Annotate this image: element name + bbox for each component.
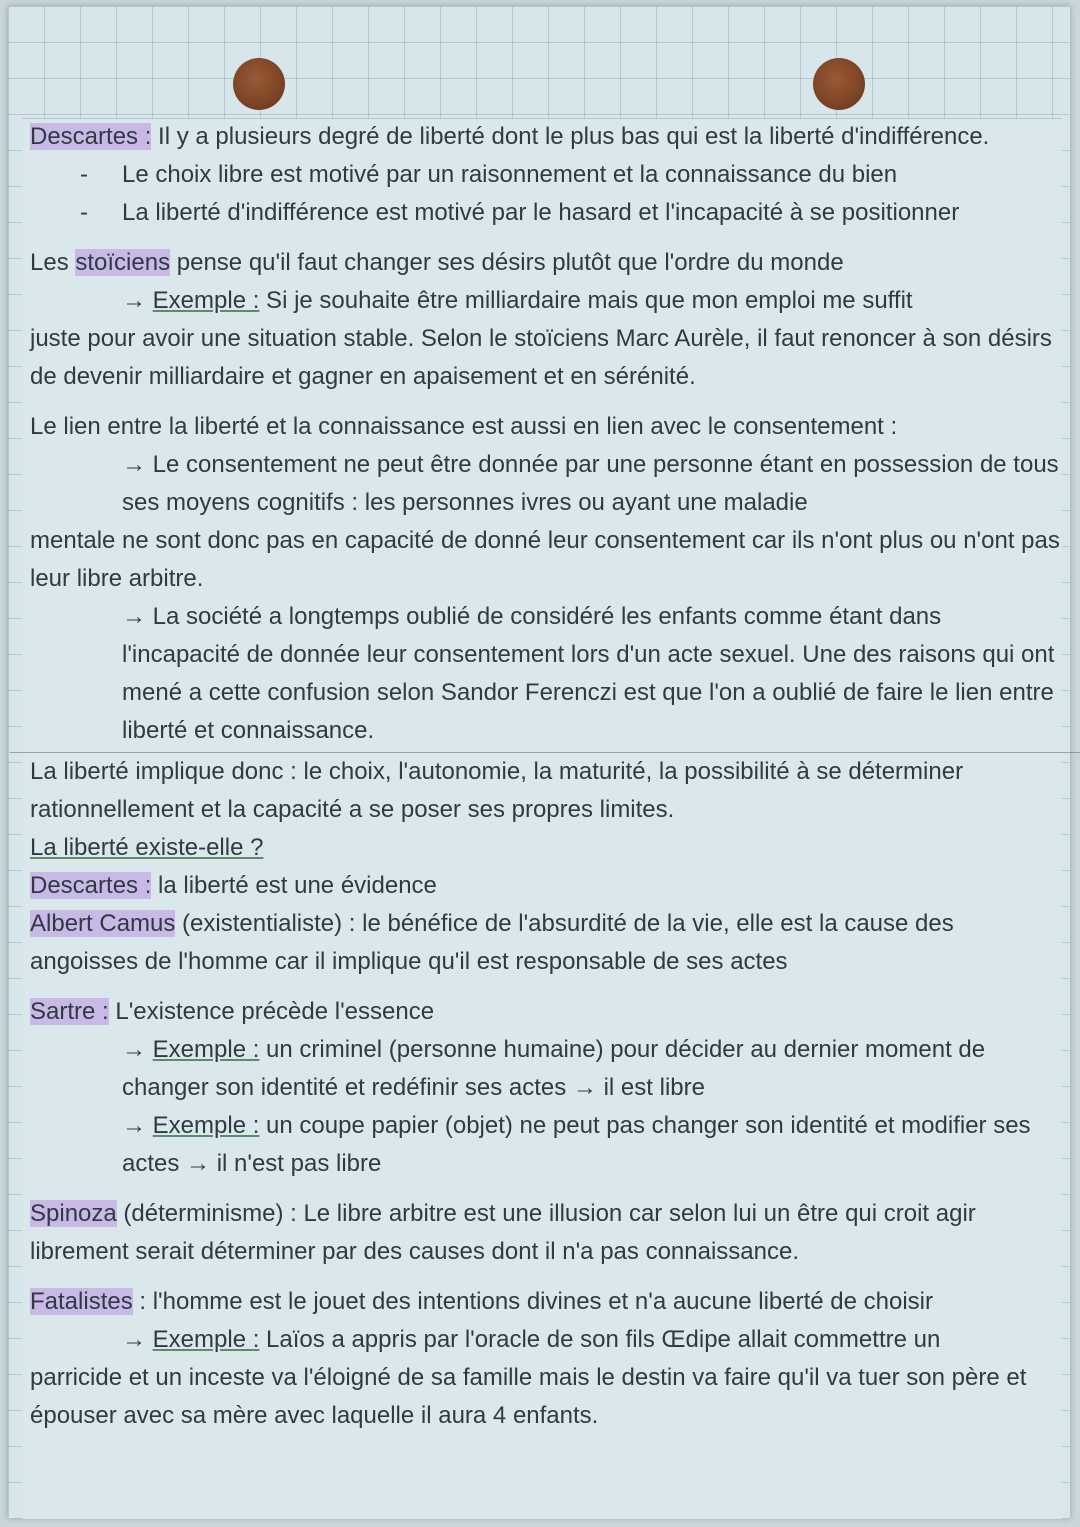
paragraph-fatalistes: Fatalistes : l'homme est le jouet des intentions divines et n'a aucune liberté de choisir: [30, 1288, 933, 1315]
notes-text: [30, 118, 1060, 1435]
arrow-point-consentement-continued: mentale ne sont donc pas en capacité de donné leur consentement car ils n'ont plus ou n'ont pas leur libre arbitre.: [30, 527, 1060, 592]
paragraph-sartre: Sartre : L'existence précède l'essence: [30, 998, 435, 1025]
example-fatalistes-continued: parricide et un inceste va l'éloigné de sa famille mais le destin va faire qu'il va tuer son père et épouser avec sa mère avec laquelle il aura 4 enfants.: [30, 1364, 1027, 1429]
paragraph-stoiciens: Les stoïciens pense qu'il faut changer ses désirs plutôt que l'ordre du monde: [30, 249, 844, 276]
example-sartre-coupe-papier: → Exemple : un coupe papier (objet) ne peut pas changer son identité et modifier ses actes → il n'est pas libre: [122, 1112, 1031, 1177]
highlight-fatalistes: Fatalistes: [30, 1288, 133, 1315]
paragraph-descartes-evidence: Descartes : la liberté est une évidence: [30, 872, 437, 899]
example-stoiciens: → Exemple : Si je souhaite être milliardaire mais que mon emploi me suffit: [122, 287, 913, 314]
example-label: Exemple :: [152, 1326, 260, 1353]
example-label: Exemple :: [152, 1036, 260, 1063]
section-heading: La liberté existe-elle ?: [30, 834, 264, 861]
paragraph-implications: La liberté implique donc : le choix, l'autonomie, la maturité, la possibilité à se déterminer rationnellement et la capacité a se poser ses propres limites.: [30, 758, 964, 823]
paragraph-spinoza: Spinoza (déterminisme) : Le libre arbitre est une illusion car selon lui un être qui croit agir librement serait déterminer par des causes dont il n'a pas connaissance.: [30, 1200, 976, 1265]
highlight-spinoza: Spinoza: [30, 1200, 117, 1227]
paragraph-consentement: Le lien entre la liberté et la connaissance est aussi en lien avec le consentement :: [30, 413, 898, 440]
example-label: Exemple :: [152, 287, 260, 314]
arrow-point-consentement: → Le consentement ne peut être donnée par une personne étant en possession de tous ses moyens cognitifs : les personnes ivres ou ayant une maladie: [122, 451, 1059, 516]
highlight-camus: Albert Camus: [30, 910, 176, 937]
highlight-descartes: Descartes :: [30, 123, 152, 150]
example-fatalistes: → Exemple : Laïos a appris par l'oracle de son fils Œdipe allait commettre un: [122, 1326, 941, 1353]
example-label: Exemple :: [152, 1112, 260, 1139]
highlight-descartes-2: Descartes :: [30, 872, 152, 899]
punch-hole-right: [813, 58, 865, 110]
bullet-choix-libre: - Le choix libre est motivé par un raisonnement et la connaissance du bien: [30, 156, 1060, 194]
highlight-stoiciens: stoïciens: [75, 249, 171, 276]
bullet-liberte-indifference: - La liberté d'indifférence est motivé par le hasard et l'incapacité à se positionner: [30, 194, 1060, 232]
paragraph-camus: Albert Camus (existentialiste) : le bénéfice de l'absurdité de la vie, elle est la cause des angoisses de l'homme car il implique qu'il est responsable de ses actes: [30, 910, 954, 975]
highlight-sartre: Sartre :: [30, 998, 109, 1025]
arrow-point-enfants: → La société a longtemps oublié de considéré les enfants comme étant dans l'incapacité de donnée leur consentement lors d'un acte sexuel. Une des raisons qui ont mené a cette confusion selon Sandor Ferenczi est que l'on a oublié de faire le lien entre liberté et connaissance.: [122, 603, 1055, 744]
punch-hole-left: [233, 58, 285, 110]
paragraph-descartes: Descartes : Il y a plusieurs degré de liberté dont le plus bas qui est la liberté d'indifférence.: [30, 123, 990, 150]
example-sartre-criminel: → Exemple : un criminel (personne humaine) pour décider au dernier moment de changer son identité et redéfinir ses actes → il est libre: [122, 1036, 986, 1101]
example-stoiciens-continued: juste pour avoir une situation stable. Selon le stoïciens Marc Aurèle, il faut renoncer à son désirs de devenir milliardaire et gagner en apaisement et en sérénité.: [30, 325, 1052, 390]
